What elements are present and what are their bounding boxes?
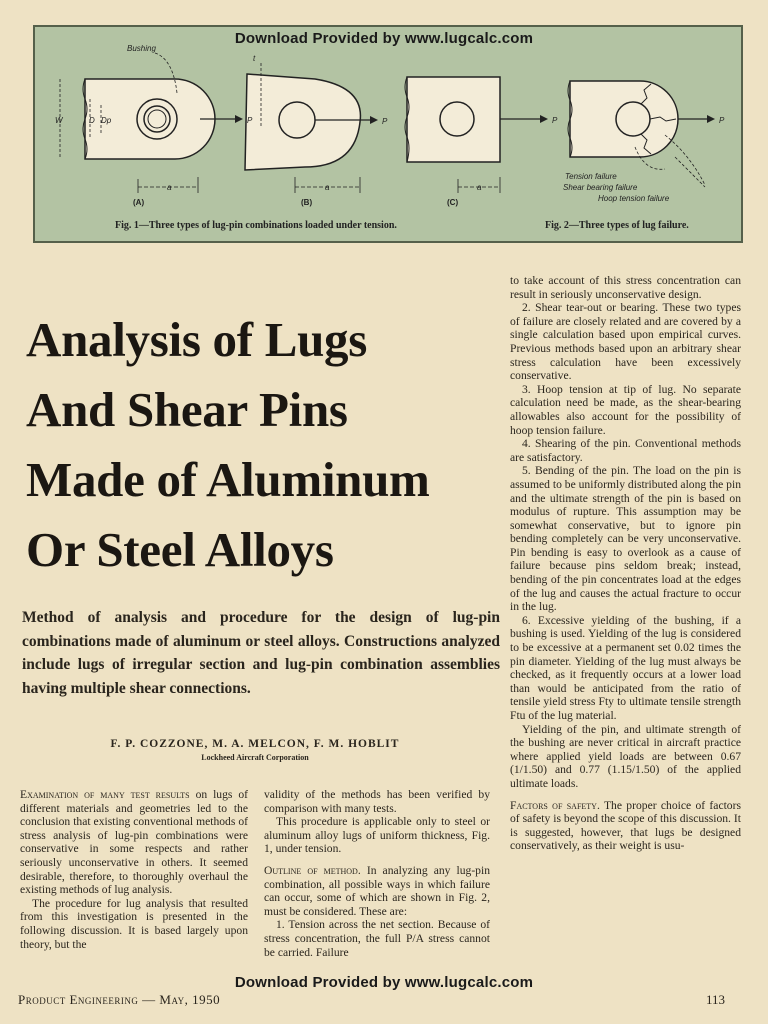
column-3 xyxy=(510,274,741,853)
col2-para-3-text: In analyzing any lug-pin combination, all possible ways in which failure can occur, some of which are shown in Fig. 2, must be considered. These are: xyxy=(264,863,490,918)
t-label: t xyxy=(253,54,256,63)
col3-para-7-text: The proper choice of factors of safety is beyond the scope of this discussion. It is suggested, however, that lugs be designed conservatively, as their weight is usu- xyxy=(510,798,741,853)
a-label-b: a xyxy=(325,183,330,192)
a-label-a: a xyxy=(167,183,172,192)
col1-para-1 xyxy=(20,788,248,897)
download-banner-bottom: Download Provided by www.lugcalc.com xyxy=(234,974,534,991)
label-c: (C) xyxy=(447,198,459,207)
authors: F. P. COZZONE, M. A. MELCON, F. M. HOBLIT xyxy=(110,738,400,750)
col2-heading: Outline of method. xyxy=(264,863,361,877)
col3-para-1: 2. Shear tear-out or bearing. These two types of failure are closely related and are covered by a single calculation based upon empirical curves. Previous methods based upon an arbitrary shear stress calculation have been excessively conservative. xyxy=(510,301,741,383)
col2-para-3 xyxy=(264,864,490,918)
title-line-2: And Shear Pins xyxy=(26,382,348,437)
col3-para-3: 4. Shearing of the pin. Conventional methods are satisfactory. xyxy=(510,437,741,464)
column-2 xyxy=(264,788,490,959)
title-line-1: Analysis of Lugs xyxy=(26,312,368,367)
p-label-a: P xyxy=(247,116,253,125)
fig2-caption: Fig. 2—Three types of lug failure. xyxy=(545,220,689,231)
affiliation: Lockheed Aircraft Corporation xyxy=(201,753,309,762)
title-line-4: Or Steel Alloys xyxy=(26,522,334,577)
fig1-caption: Fig. 1—Three types of lug-pin combinations loaded under tension. xyxy=(115,220,397,231)
article-title xyxy=(26,305,496,585)
article-deck: Method of analysis and procedure for the design of lug-pin combinations made of aluminum or steel alloys. Constructions analyzed include lugs of irregular section and lug-pin combination assemblies having multiple shear connections. xyxy=(22,609,500,697)
download-banner-top: Download Provided by www.lugcalc.com xyxy=(234,30,534,47)
label-b: (B) xyxy=(301,198,313,207)
col3-para-0: to take account of this stress concentration can result in seriously unconservative design. xyxy=(510,274,741,301)
shear-bearing-failure-label: Shear bearing failure xyxy=(563,183,638,192)
col3-para-5: 6. Excessive yielding of the bushing, if a bushing is used. Yielding of the lug is considered to be excessive at a permanent set 0.02 times the pin diameter. Yielding of the lug must always be checked, as it frequently occurs at a lower load than would be anticipated from the ratio of tensile yield stress Fty to ultimate tensile strength Ftu of the lug material. xyxy=(510,613,741,722)
journal-footer: Product Engineering — May, 1950 xyxy=(18,992,221,1007)
col3-para-2: 3. Hoop tension at tip of lug. No separate calculation need be made, as the shear-bearing allowables also account for the possibility of hoop tension failure. xyxy=(510,382,741,437)
p-label-fig2: P xyxy=(719,116,725,125)
col3-para-4: 5. Bending of the pin. The load on the pin is assumed to be uniformly distributed along the pin and the ultimate strength of the pin is based on modulus of rupture. This assumption may be somewhat conservative, but to ignore pin bending completely can be very unconservative. Pin bending is easy to overlook as a cause of failure because pins seldom break; instead, bending of the pin concentrates load at the edges of the lug and causes the actual fracture to occur in the lug. xyxy=(510,464,741,614)
bushing-label: Bushing xyxy=(127,44,156,53)
p-label-c: P xyxy=(552,116,558,125)
col3-heading: Factors of safety. xyxy=(510,798,600,812)
title-line-3: Made of Aluminum xyxy=(26,452,430,507)
figure-panel xyxy=(33,25,743,243)
col2-para-4: 1. Tension across the net section. Because of stress concentration, the full P/A stress cannot be carried. Failure xyxy=(264,918,490,959)
lug-c-diagram xyxy=(405,77,548,193)
dp-label: Dp xyxy=(101,116,112,125)
lug-diagrams xyxy=(35,27,741,241)
d-label: D xyxy=(89,116,95,125)
tension-failure-label: Tension failure xyxy=(565,172,617,181)
lug-b-diagram xyxy=(245,63,378,193)
lug-a-diagram xyxy=(60,53,243,193)
a-label-c: a xyxy=(477,183,482,192)
hoop-tension-failure-label: Hoop tension failure xyxy=(598,194,670,203)
col2-para-1: validity of the methods has been verified by comparison with many tests. xyxy=(264,788,490,815)
col1-lead: Examination of many test results xyxy=(20,788,190,801)
p-label-b: P xyxy=(382,117,388,126)
col3-para-7 xyxy=(510,799,741,853)
col1-para-2: The procedure for lug analysis that resulted from this investigation is presented in the following discussion. It is based largely upon theory, but the xyxy=(20,896,248,951)
col2-para-2: This procedure is applicable only to steel or aluminum alloy lugs of uniform thickness, Fig. 1, under tension. xyxy=(264,815,490,856)
w-label: W xyxy=(55,116,63,125)
label-a: (A) xyxy=(133,198,145,207)
column-1 xyxy=(20,788,248,951)
page-number: 113 xyxy=(706,992,726,1007)
col1-para-1-text: on lugs of different materials and geometries led to the conclusion that existing conventional methods of stress analysis of lug-pin combinations were conservative in some respects and rather seriously unconservative in others. It seemed desirable, therefore, to thoroughly overhaul the existing methods of lug analysis. xyxy=(20,788,248,897)
col3-para-6: Yielding of the pin, and ultimate strength of the bushing are never critical in aircraft practice where applied yield loads are between 0.67 (1/1.50) and 0.77 (1.15/1.50) of the applied ultimate loads. xyxy=(510,722,741,790)
